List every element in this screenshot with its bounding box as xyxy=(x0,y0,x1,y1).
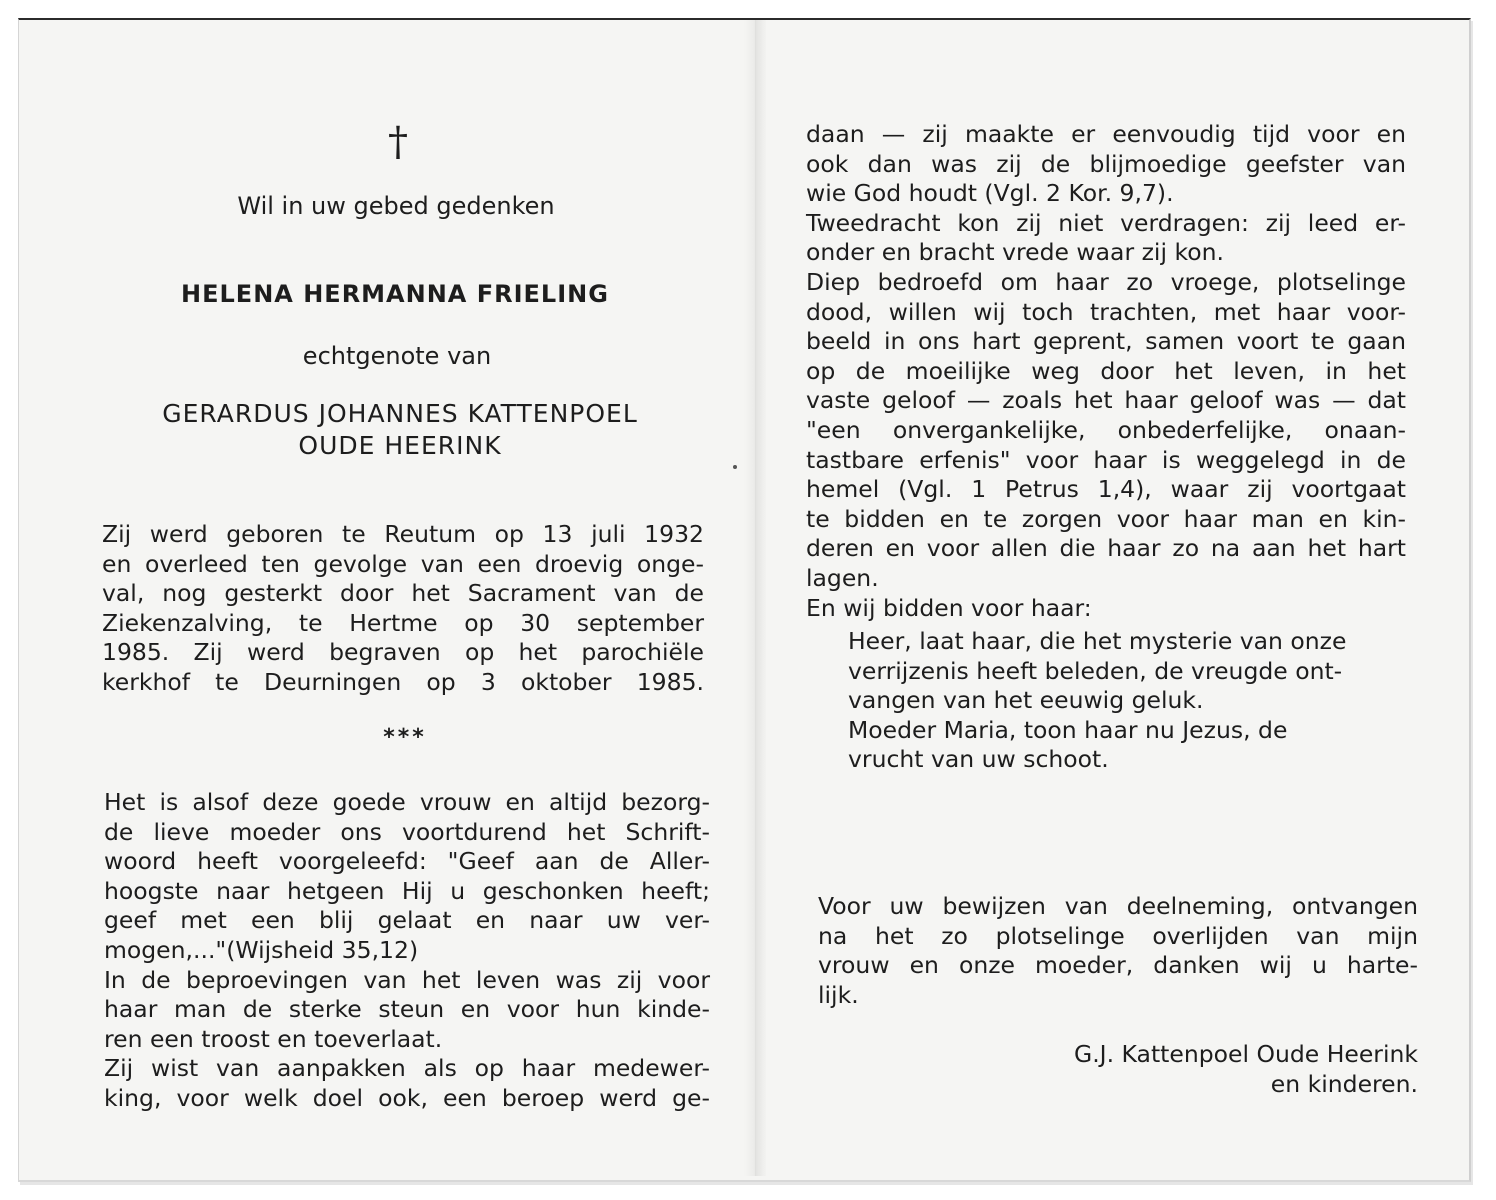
text-line: op de moeilijke weg door het leven, in het xyxy=(806,356,1406,385)
signature xyxy=(918,1040,1418,1099)
spouse-name-line: GERARDUS JOHANNES KATTENPOEL xyxy=(162,399,638,428)
text-line: lagen. xyxy=(806,563,879,592)
text-line: beeld in ons hart geprent, samen voort te gaan xyxy=(806,327,1406,356)
text-line: te bidden en te zorgen voor haar man en kin- xyxy=(806,504,1406,533)
text-line: onder en bracht vrede waar zij kon. xyxy=(806,238,1224,267)
text-line: 1985. Zij werd begraven op het parochiële xyxy=(102,638,704,667)
text-line: Zij wist van aanpakken als op haar medewer- xyxy=(104,1054,710,1083)
memoir-paragraph xyxy=(104,788,710,1114)
text-line: en overleed ten gevolge van een droevig onge- xyxy=(102,549,704,578)
text-line: tastbare erfenis" voor haar is weggelegd in de xyxy=(806,445,1406,474)
text-line: deren en voor allen die haar zo na aan het hart xyxy=(806,534,1406,563)
text-line: dood, willen wij toch trachten, met haar voor- xyxy=(806,297,1406,326)
cross-icon: † xyxy=(388,119,408,165)
text-line: Ziekenzalving, te Hertme op 30 september xyxy=(102,608,704,637)
text-line: In de beproevingen van het leven was zij voor xyxy=(104,965,710,994)
text-line: Diep bedroefd om haar zo vroege, plotselinge xyxy=(806,267,1406,296)
separator: *** xyxy=(383,725,427,750)
fold-crease xyxy=(755,20,756,1176)
text-line: mogen,..."(Wijsheid 35,12) xyxy=(104,935,419,964)
signature-name: G.J. Kattenpoel Oude Heerink xyxy=(1074,1040,1418,1068)
text-line: Zij werd geboren te Reutum op 13 juli 1932 xyxy=(102,520,704,548)
spouse-name-line: OUDE HEERINK xyxy=(298,431,502,460)
text-line: kerkhof te Deurningen op 3 oktober 1985. xyxy=(102,667,704,696)
continuation-paragraph xyxy=(806,120,1406,623)
text-line: vaste geloof — zoals het haar geloof was — dat xyxy=(806,386,1406,415)
text-line: vrouw en onze moeder, danken wij u harte- xyxy=(818,951,1418,980)
text-line: de lieve moeder ons voortdurend het Schrift- xyxy=(104,817,710,846)
text-line: Voor uw bewijzen van deelneming, ontvangen xyxy=(818,892,1418,920)
thanks-paragraph xyxy=(818,892,1418,1010)
text-line: geef met een blij gelaat en naar uw ver- xyxy=(104,906,710,935)
invocation: Wil in uw gebed gedenken xyxy=(237,192,555,220)
text-line: ook dan was zij de blijmoedige geefster van xyxy=(806,149,1406,178)
text-line: "een onvergankelijke, onbederfelijke, onaan- xyxy=(806,415,1406,444)
text-line: ren een troost en toeverlaat. xyxy=(104,1024,443,1053)
prayer-line: verrijzenis heeft beleden, de vreugde ont- xyxy=(848,656,1343,685)
birth-paragraph xyxy=(102,520,704,698)
spouse-label: echtgenote van xyxy=(302,342,492,370)
text-line: hoogste naar hetgeen Hij u geschonken heeft; xyxy=(104,876,710,905)
prayer-line: vangen van het eeuwig geluk. xyxy=(848,686,1204,715)
prayer xyxy=(848,627,1378,775)
print-speck xyxy=(733,465,737,469)
text-line: En wij bidden voor haar: xyxy=(806,593,1092,622)
text-line: na het zo plotselinge overlijden van mijn xyxy=(818,921,1418,950)
deceased-name: HELENA HERMANNA FRIELING xyxy=(181,280,609,308)
text-line: Het is alsof deze goede vrouw en altijd bezorg- xyxy=(104,788,710,816)
text-line: hemel (Vgl. 1 Petrus 1,4), waar zij voortgaat xyxy=(806,475,1406,504)
text-line: daan — zij maakte er eenvoudig tijd voor en xyxy=(806,120,1406,148)
prayer-line: Moeder Maria, toon haar nu Jezus, de xyxy=(848,715,1288,744)
prayer-line: Heer, laat haar, die het mysterie van onze xyxy=(848,627,1347,655)
text-line: Tweedracht kon zij niet verdragen: zij leed er- xyxy=(806,208,1406,237)
signature-family: en kinderen. xyxy=(1270,1069,1418,1098)
text-line: woord heeft voorgeleefd: "Geef aan de Aller- xyxy=(104,847,710,876)
text-line: king, voor welk doel ook, een beroep werd ge- xyxy=(104,1083,710,1112)
spouse-name xyxy=(100,398,700,462)
text-line: haar man de sterke steun en voor hun kinde- xyxy=(104,995,710,1024)
prayer-line: vrucht van uw schoot. xyxy=(848,745,1109,774)
text-line: val, nog gesterkt door het Sacrament van de xyxy=(102,579,704,608)
text-line: lijk. xyxy=(818,980,859,1009)
text-line: wie God houdt (Vgl. 2 Kor. 9,7). xyxy=(806,179,1174,208)
